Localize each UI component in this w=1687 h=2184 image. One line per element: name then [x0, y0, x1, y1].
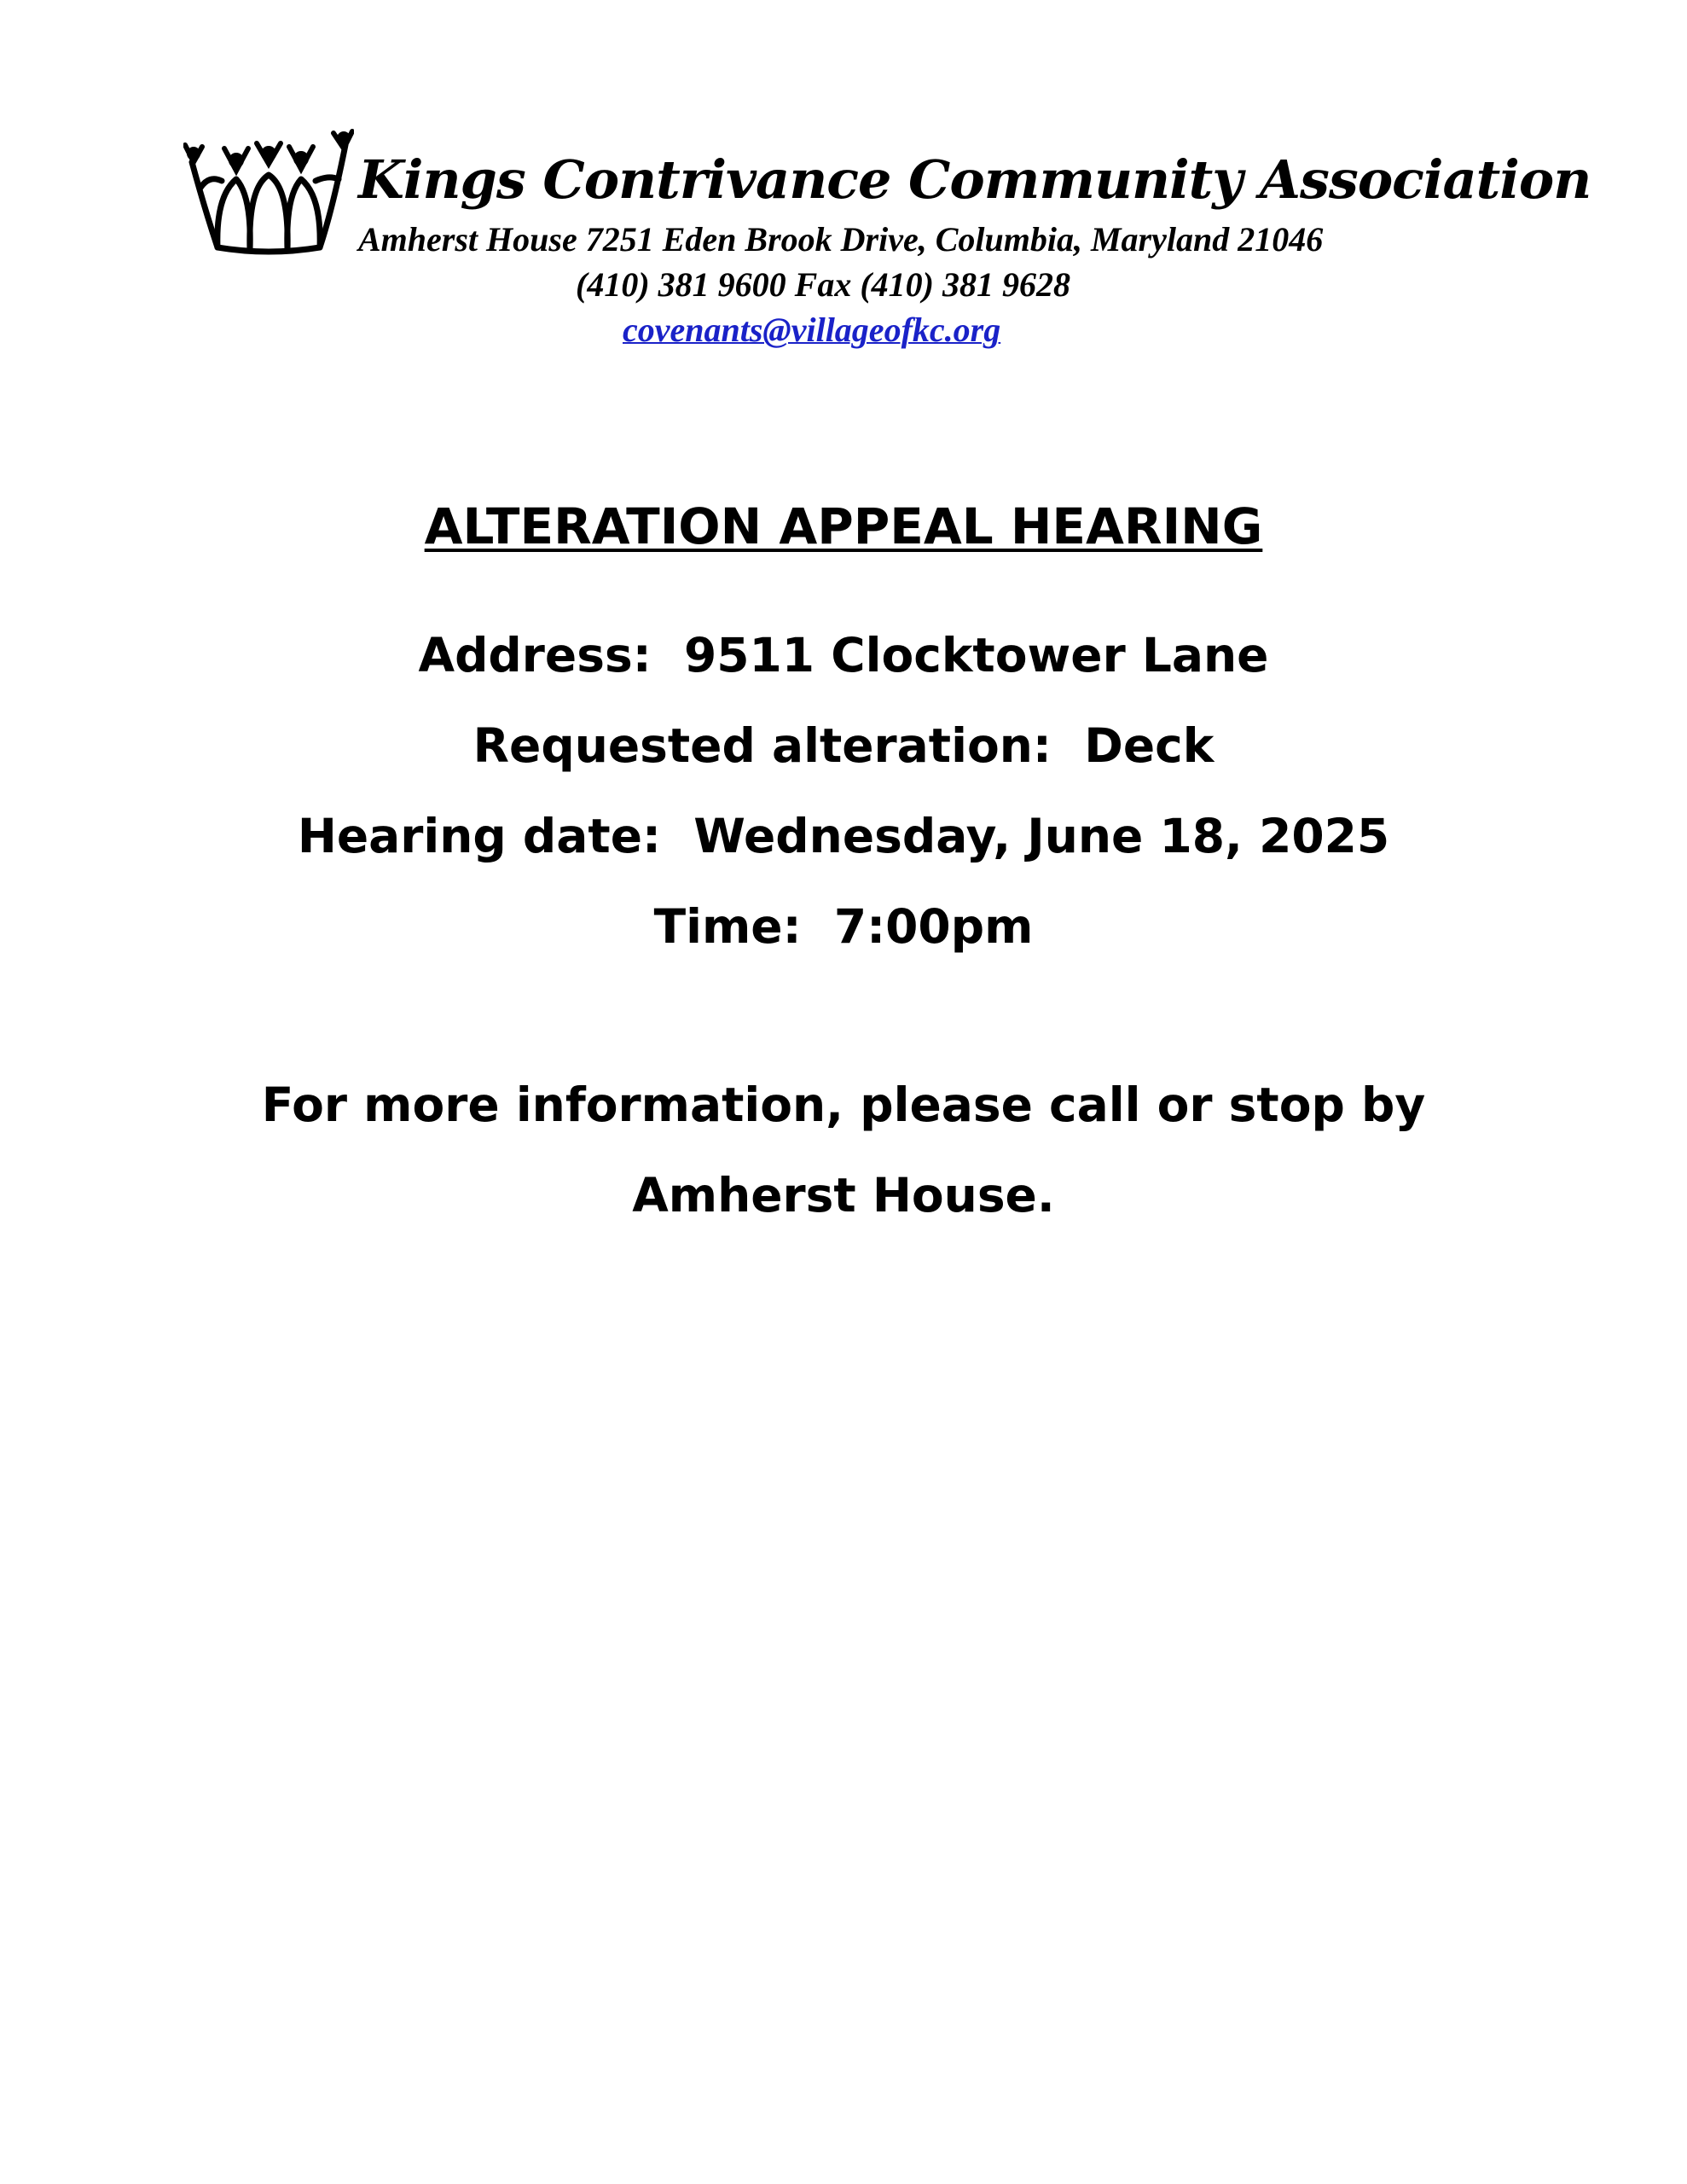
address-line [0, 627, 1687, 683]
info-line-1: For more information, please call or stop by [261, 1077, 1426, 1132]
hearing-date-label: Hearing date: [297, 809, 661, 863]
address-label: Address: [418, 628, 652, 682]
address-value: 9511 Clocktower Lane [684, 628, 1269, 682]
time-value: 7:00pm [833, 899, 1034, 954]
hearing-date-value: Wednesday, June 18, 2025 [693, 809, 1390, 863]
organization-name: Kings Contrivance Community Association [358, 148, 1591, 211]
notice-title-text: ALTERATION APPEAL HEARING [424, 497, 1263, 555]
alteration-label: Requested alteration: [472, 718, 1052, 773]
organization-email-link[interactable]: covenants@villageofkc.org [623, 311, 1001, 349]
alteration-line [0, 717, 1687, 774]
organization-address: Amherst House 7251 Eden Brook Drive, Columbia, Maryland 21046 [358, 220, 1324, 258]
letterhead [183, 124, 1591, 363]
alteration-value: Deck [1084, 718, 1215, 773]
info-line-2: Amherst House. [632, 1168, 1055, 1223]
time-label: Time: [653, 899, 802, 954]
notice-title [0, 497, 1687, 556]
crown-logo-icon [183, 128, 354, 256]
organization-phone-fax: (410) 381 9600 Fax (410) 381 9628 [576, 265, 1070, 304]
hearing-date-line [0, 808, 1687, 864]
time-line [0, 898, 1687, 955]
